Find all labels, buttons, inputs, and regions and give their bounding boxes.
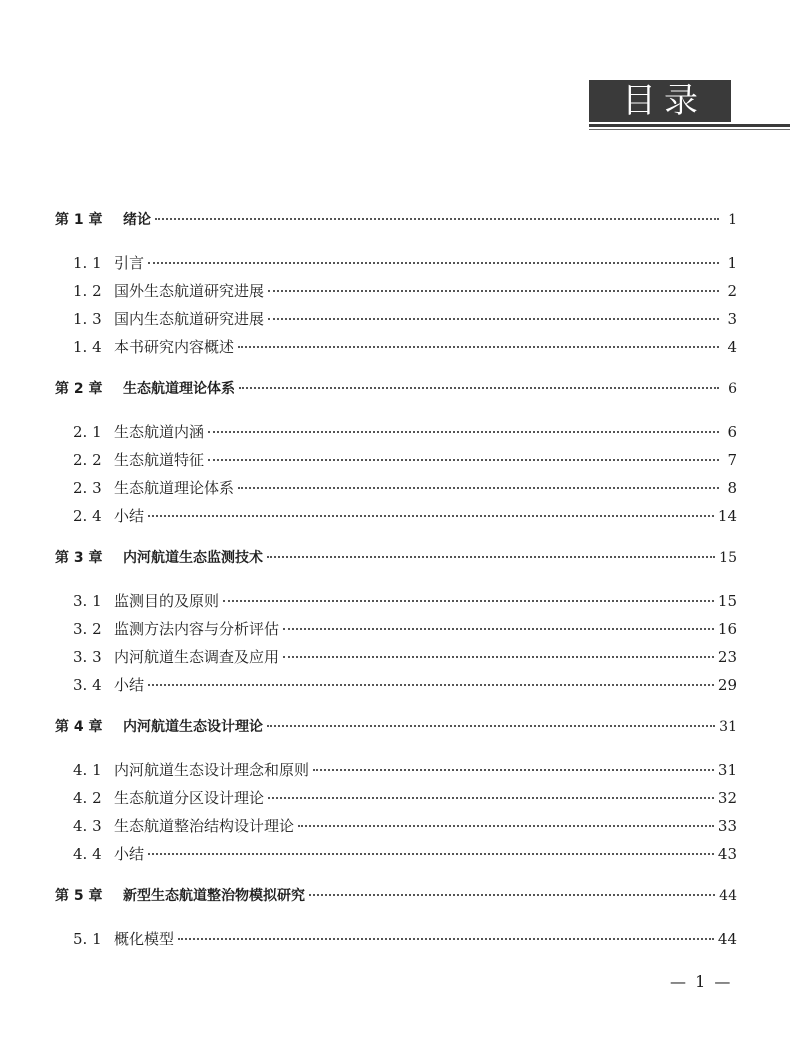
toc-entry-page: 44 <box>717 930 737 948</box>
toc-entry-number: 第 1 章 <box>55 212 103 228</box>
toc-entry-title: 内河航道生态调查及应用 <box>114 648 280 666</box>
toc-entry-title: 内河航道生态设计理论 <box>123 719 263 735</box>
toc-entry-title: 绪论 <box>123 212 151 228</box>
toc-entry-number: 1. 4 <box>73 338 102 356</box>
toc-entry-number: 3. 1 <box>73 592 102 610</box>
toc-entry-page: 43 <box>717 845 737 863</box>
toc-leader-dots <box>309 893 715 896</box>
toc-entry-number: 1. 3 <box>73 310 102 328</box>
toc-leader-dots <box>238 486 719 489</box>
toc-section-entry[interactable] <box>73 758 737 782</box>
toc-entry-number: 1. 1 <box>73 254 102 272</box>
toc-entry-number: 4. 3 <box>73 817 102 835</box>
toc-entry-title: 内河航道生态监测技术 <box>123 550 263 566</box>
toc-entry-title: 新型生态航道整治物模拟研究 <box>123 888 305 904</box>
toc-entry-number: 4. 4 <box>73 845 102 863</box>
toc-leader-dots <box>208 458 719 461</box>
toc-entry-title: 小结 <box>114 507 145 525</box>
toc-chapter-entry[interactable] <box>55 715 737 739</box>
toc-entry-number: 4. 2 <box>73 789 102 807</box>
toc-entry-title: 小结 <box>114 845 145 863</box>
toc-leader-dots <box>223 599 714 602</box>
toc-section-entry[interactable] <box>73 307 737 331</box>
toc-entry-title: 国内生态航道研究进展 <box>114 310 265 328</box>
toc-entry-number: 第 2 章 <box>55 381 103 397</box>
toc-entry-number: 3. 4 <box>73 676 102 694</box>
toc-leader-dots <box>268 317 719 320</box>
toc-section-entry[interactable] <box>73 420 737 444</box>
toc-entry-page: 1 <box>728 212 737 228</box>
toc-entry-title: 生态航道理论体系 <box>114 479 235 497</box>
toc-entry-page: 14 <box>717 507 737 525</box>
toc-section-entry[interactable] <box>73 279 737 303</box>
toc-leader-dots <box>268 796 714 799</box>
toc-entry-title: 监测目的及原则 <box>114 592 220 610</box>
toc-entry-number: 第 5 章 <box>55 888 103 904</box>
toc-entry-page: 8 <box>727 479 737 497</box>
toc-leader-dots <box>298 824 714 827</box>
toc-entry-page: 44 <box>719 888 737 904</box>
toc-entry-page: 16 <box>717 620 737 638</box>
page-title: 目录 <box>622 81 706 121</box>
toc-leader-dots <box>238 345 719 348</box>
toc-entry-number: 2. 2 <box>73 451 102 469</box>
toc-entry-title: 本书研究内容概述 <box>114 338 235 356</box>
toc-leader-dots <box>313 768 714 771</box>
toc-entry-number: 3. 2 <box>73 620 102 638</box>
title-rule-thin <box>589 129 790 130</box>
toc-section-entry[interactable] <box>73 927 737 951</box>
toc-entry-title: 小结 <box>114 676 145 694</box>
toc-leader-dots <box>148 683 714 686</box>
toc-entry-title: 国外生态航道研究进展 <box>114 282 265 300</box>
toc-chapter-entry[interactable] <box>55 546 737 570</box>
toc-entry-page: 6 <box>727 423 737 441</box>
toc-title-box <box>589 80 731 122</box>
toc-section-entry[interactable] <box>73 251 737 275</box>
toc-section-entry[interactable] <box>73 504 737 528</box>
toc-entry-page: 31 <box>717 761 737 779</box>
toc-entry-title: 概化模型 <box>114 930 175 948</box>
toc-leader-dots <box>239 386 719 389</box>
toc-chapter-entry[interactable] <box>55 377 737 401</box>
toc-leader-dots <box>148 852 714 855</box>
toc-leader-dots <box>208 430 719 433</box>
toc-entry-number: 第 4 章 <box>55 719 103 735</box>
toc-entry-title: 生态航道特征 <box>114 451 205 469</box>
toc-section-entry[interactable] <box>73 786 737 810</box>
toc-section-entry[interactable] <box>73 645 737 669</box>
toc-entry-number: 2. 4 <box>73 507 102 525</box>
toc-leader-dots <box>267 724 715 727</box>
toc-leader-dots <box>178 937 714 940</box>
toc-entry-page: 31 <box>719 719 737 735</box>
title-rule <box>589 124 790 127</box>
toc-entry-title: 生态航道理论体系 <box>123 381 235 397</box>
toc-section-entry[interactable] <box>73 842 737 866</box>
page-number: — 1 — <box>670 972 733 991</box>
toc-entry-title: 生态航道整治结构设计理论 <box>114 817 295 835</box>
toc-entry-page: 15 <box>719 550 737 566</box>
toc-entry-number: 2. 1 <box>73 423 102 441</box>
toc-entry-page: 4 <box>727 338 737 356</box>
toc-entry-number: 2. 3 <box>73 479 102 497</box>
toc-section-entry[interactable] <box>73 589 737 613</box>
toc-entry-title: 监测方法内容与分析评估 <box>114 620 280 638</box>
toc-entry-number: 第 3 章 <box>55 550 103 566</box>
toc-section-entry[interactable] <box>73 476 737 500</box>
toc-leader-dots <box>283 627 714 630</box>
toc-entry-number: 3. 3 <box>73 648 102 666</box>
toc-entry-page: 29 <box>717 676 737 694</box>
toc-leader-dots <box>148 514 714 517</box>
toc-section-entry[interactable] <box>73 673 737 697</box>
toc-leader-dots <box>148 261 719 264</box>
toc-leader-dots <box>268 289 719 292</box>
toc-entry-number: 5. 1 <box>73 930 102 948</box>
toc-entry-title: 引言 <box>114 254 145 272</box>
toc-entry-title: 生态航道内涵 <box>114 423 205 441</box>
toc-entry-page: 2 <box>727 282 737 300</box>
toc-section-entry[interactable] <box>73 335 737 359</box>
toc-entry-page: 15 <box>717 592 737 610</box>
toc-section-entry[interactable] <box>73 814 737 838</box>
toc-entry-page: 3 <box>727 310 737 328</box>
toc-entry-page: 32 <box>717 789 737 807</box>
toc-leader-dots <box>155 217 719 220</box>
toc-entry-number: 1. 2 <box>73 282 102 300</box>
toc-leader-dots <box>283 655 714 658</box>
toc-section-entry[interactable] <box>73 617 737 641</box>
toc-leader-dots <box>267 555 715 558</box>
toc-entry-page: 33 <box>717 817 737 835</box>
toc-entry-page: 6 <box>728 381 737 397</box>
toc-entry-title: 生态航道分区设计理论 <box>114 789 265 807</box>
toc-entry-page: 23 <box>717 648 737 666</box>
toc-chapter-entry[interactable] <box>55 208 737 232</box>
toc-entry-page: 1 <box>727 254 737 272</box>
toc-entry-number: 4. 1 <box>73 761 102 779</box>
toc-chapter-entry[interactable] <box>55 884 737 908</box>
toc-entry-page: 7 <box>727 451 737 469</box>
toc-section-entry[interactable] <box>73 448 737 472</box>
toc-entry-title: 内河航道生态设计理念和原则 <box>114 761 310 779</box>
